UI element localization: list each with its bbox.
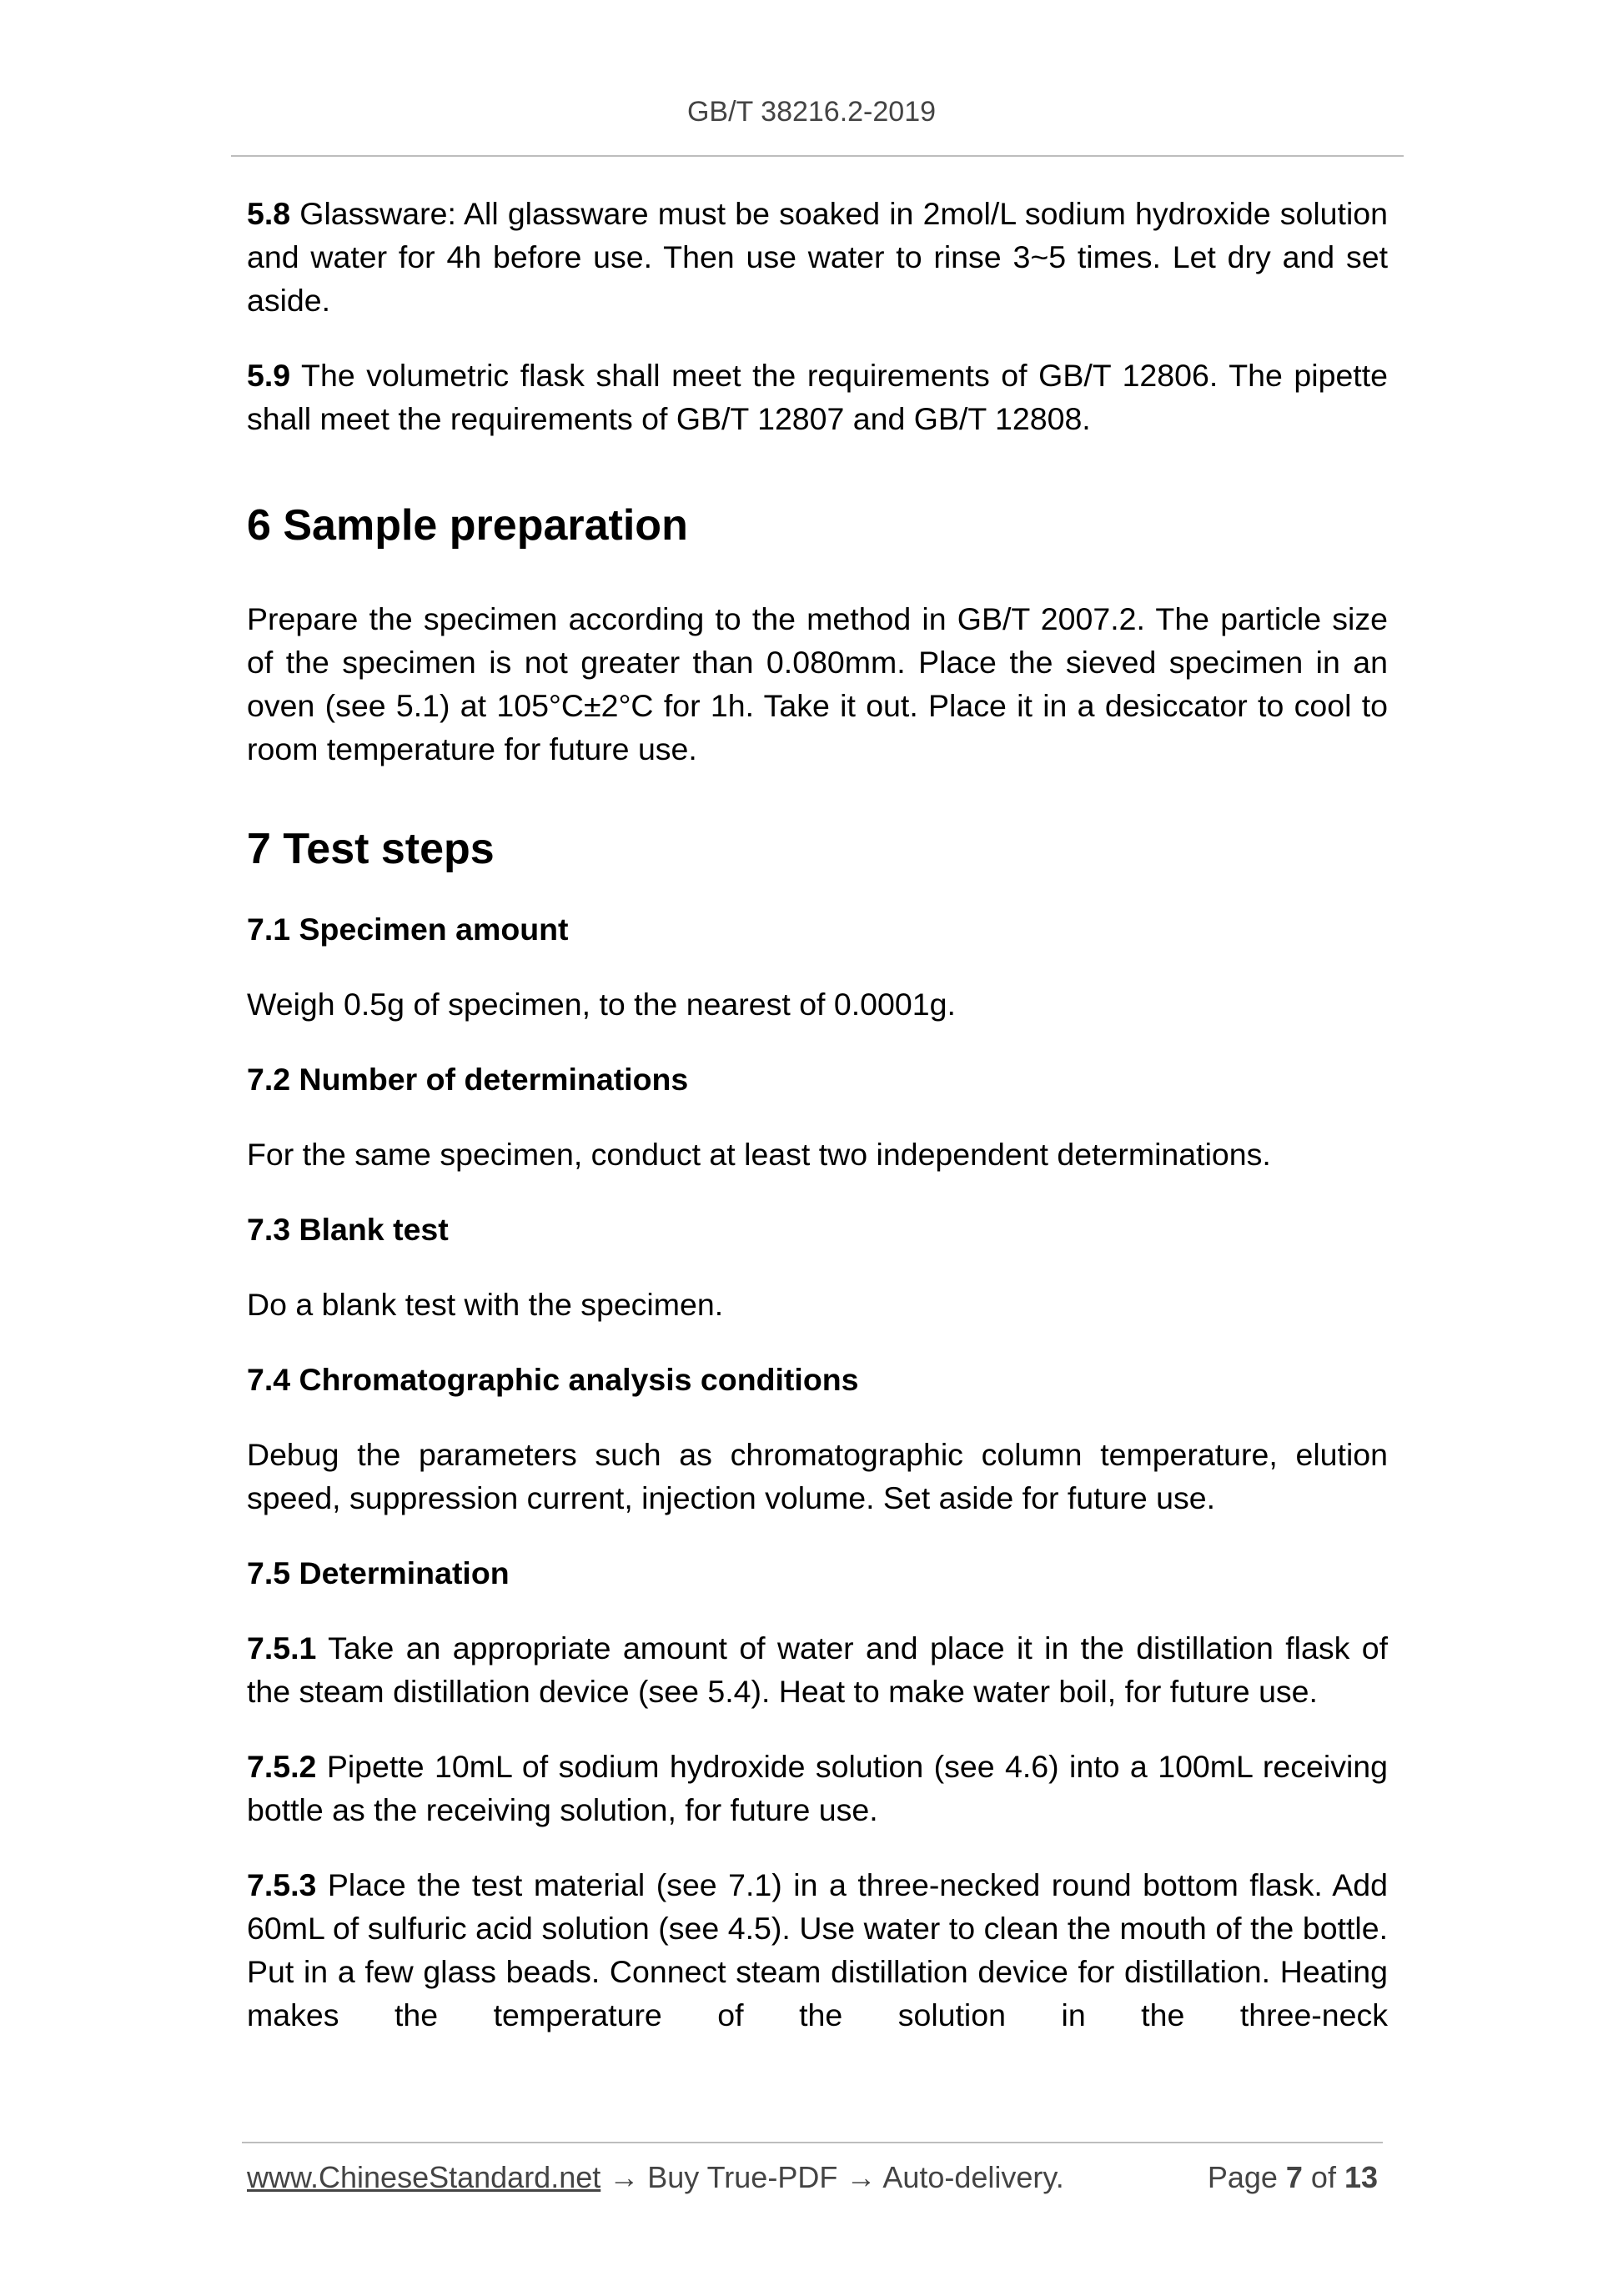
clause-text: The volumetric flask shall meet the requirements of GB/T 12806. The pipette shall meet the requirements of GB/T 12807 and GB/T 12808. xyxy=(247,358,1388,436)
subsection-heading-7-2: 7.2 Number of determinations xyxy=(247,1062,689,1097)
subsection-heading-7-4: 7.4 Chromatographic analysis conditions xyxy=(247,1362,859,1397)
section-heading-7: 7 Test steps xyxy=(247,825,495,873)
subsection-7-4-text: Debug the parameters such as chromatographic column temperature, elution speed, suppression current, injection volume. Set aside for future use. xyxy=(247,1437,1388,1515)
subsection-heading-7-5: 7.5 Determination xyxy=(247,1555,510,1590)
section-6-text: Prepare the specimen according to the method in GB/T 2007.2. The particle size of the specimen is not greater than 0.080mm. Place the sieved specimen in an oven (see 5.1) at 105°C±2°C for 1h. Take it out. Place it in a desiccator to cool to room temperature for future use. xyxy=(247,601,1388,766)
clause-number: 7.5.2 xyxy=(247,1749,317,1784)
page-indicator xyxy=(1208,2160,1378,2195)
clause-5-9 xyxy=(247,354,1388,440)
clause-text: Glassware: All glassware must be soaked in 2mol/L sodium hydroxide solution and water for 4h before use. Then use water to rinse 3~5 times. Let dry and set aside. xyxy=(247,196,1388,318)
clause-text: Place the test material (see 7.1) in a three-necked round bottom flask. Add 60mL of sulfuric acid solution (see 4.5). Use water to clean the mouth of the bottle. Put in a few glass beads. Connect steam distillation device for distillation. Heating makes the temperature of the solution in the three-neck xyxy=(247,1867,1388,2032)
website-link[interactable]: www.ChineseStandard.net xyxy=(247,2160,601,2194)
clause-7-5-1 xyxy=(247,1626,1388,1713)
clause-number: 7.5.1 xyxy=(247,1630,317,1665)
standard-code: GB/T 38216.2-2019 xyxy=(686,96,937,128)
subsection-7-2-text: For the same specimen, conduct at least two independent determinations. xyxy=(247,1137,1271,1172)
clause-5-8 xyxy=(247,192,1388,322)
clause-7-5-2 xyxy=(247,1745,1388,1831)
page-total: 13 xyxy=(1344,2160,1378,2194)
clause-7-5-3 xyxy=(247,1863,1388,2037)
page-current: 7 xyxy=(1285,2160,1303,2194)
document-header xyxy=(0,96,1623,128)
footer-divider xyxy=(242,2142,1383,2143)
subsection-7-1-text: Weigh 0.5g of specimen, to the nearest of 0.0001g. xyxy=(247,987,956,1022)
page-footer xyxy=(247,2160,1378,2195)
clause-number: 5.9 xyxy=(247,358,291,393)
clause-number: 7.5.3 xyxy=(247,1867,317,1902)
subsection-heading-7-3: 7.3 Blank test xyxy=(247,1212,449,1247)
section-heading-6: 6 Sample preparation xyxy=(247,501,688,550)
page-label: Page xyxy=(1207,2160,1286,2194)
page-of: of xyxy=(1302,2160,1344,2194)
header-divider xyxy=(231,155,1404,157)
subsection-heading-7-1: 7.1 Specimen amount xyxy=(247,912,569,947)
subsection-7-3-text: Do a blank test with the specimen. xyxy=(247,1287,724,1322)
document-body xyxy=(247,192,1388,2068)
clause-text: Pipette 10mL of sodium hydroxide solution (see 4.6) into a 100mL receiving bottle as the receiving solution, for future use. xyxy=(247,1749,1388,1827)
clause-text: Take an appropriate amount of water and place it in the distillation flask of the steam distillation device (see 5.4). Heat to make water boil, for future use. xyxy=(247,1630,1388,1709)
footer-tagline: → Buy True-PDF → Auto-delivery. xyxy=(600,2160,1064,2194)
clause-number: 5.8 xyxy=(247,196,291,231)
